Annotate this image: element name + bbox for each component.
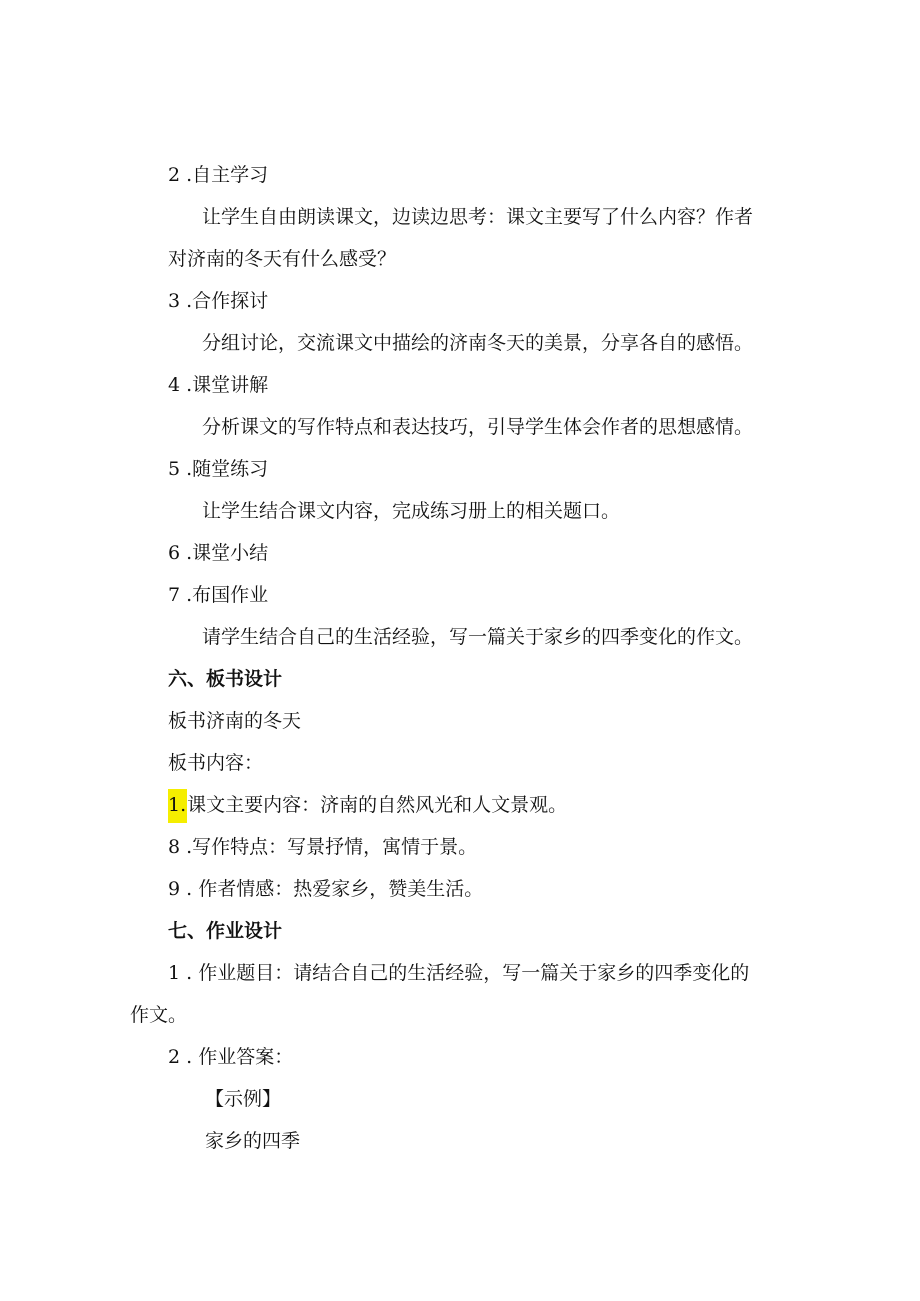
item-4-body: 分析课文的写作特点和表达技巧，引导学生体会作者的思想感情。 <box>202 416 754 438</box>
homework-1-line-2: 作文。 <box>130 1004 188 1026</box>
item-3-title: 3 .合作探讨 <box>168 290 269 312</box>
section-7-heading: 七、作业设计 <box>168 920 283 942</box>
homework-2: 2 . 作业答案： <box>168 1046 294 1068</box>
item-7-body: 请学生结合自己的生活经验，写一篇关于家乡的四季变化的作文。 <box>202 626 754 648</box>
board-point-1 <box>168 793 567 823</box>
board-content-label: 板书内容： <box>168 752 264 774</box>
example-label: 【示例】 <box>205 1088 282 1110</box>
item-5-title: 5 .随堂练习 <box>168 458 269 480</box>
item-2-title: 2 .自主学习 <box>168 164 269 186</box>
item-2-body-line-2: 对济南的冬天有什么感受？ <box>168 248 397 270</box>
board-point-9: 9 . 作者情感：热爱家乡，赞美生活。 <box>168 878 484 900</box>
board-point-1-text: 课文主要内容：济南的自然风光和人文景观。 <box>187 794 568 816</box>
homework-1-line-1: 1 . 作业题目：请结合自己的生活经验，写一篇关于家乡的四季变化的 <box>168 962 750 984</box>
item-4-title: 4 .课堂讲解 <box>168 374 269 396</box>
item-3-body: 分组讨论，交流课文中描绘的济南冬天的美景，分享各自的感悟。 <box>202 332 754 354</box>
board-point-8: 8 .写作特点：写景抒情，寓情于景。 <box>168 836 478 858</box>
item-7-title: 7 .布国作业 <box>168 584 269 606</box>
item-2-body-line-1: 让学生自由朗读课文，边读边思考：课文主要写了什么内容？作者 <box>202 206 754 228</box>
highlighted-number: 1. <box>168 789 187 823</box>
item-5-body: 让学生结合课文内容，完成练习册上的相关题口。 <box>202 500 621 522</box>
section-6-heading: 六、板书设计 <box>168 668 283 690</box>
item-6-title: 6 .课堂小结 <box>168 542 269 564</box>
example-title: 家乡的四季 <box>205 1130 301 1152</box>
board-title: 板书济南的冬天 <box>168 710 302 732</box>
